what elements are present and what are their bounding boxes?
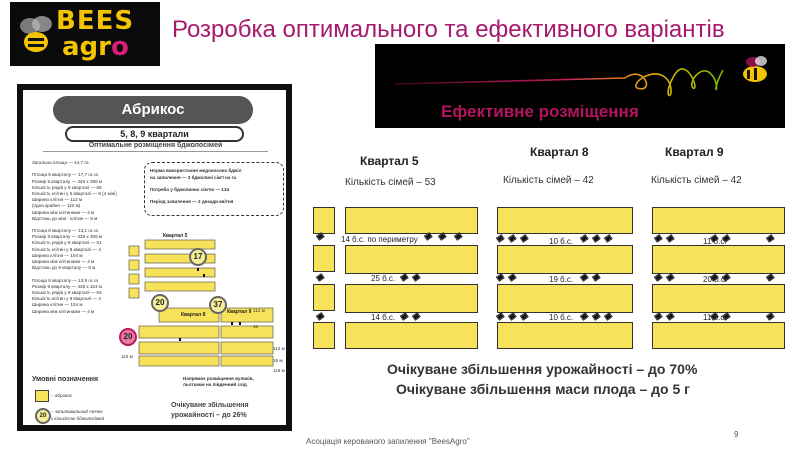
doc-info-line: Відстань до 9 кварталу — 8 м <box>32 265 96 271</box>
banner-title: Ефективне розміщення <box>441 102 639 121</box>
doc-info-line: Площа 9 кварталу — 13,9 га га <box>32 277 98 283</box>
hive-icon <box>438 233 446 241</box>
quarter-8-title: Квартал 8 <box>530 145 589 159</box>
mini-cell <box>313 207 335 234</box>
legend-circle-icon: 20 <box>35 408 51 424</box>
hive-icon <box>424 233 432 241</box>
hive-icon <box>520 235 528 243</box>
direction-note-2: льотками на південний схід <box>183 382 247 387</box>
hive-icon <box>604 313 612 321</box>
dimension-label: 16 <box>253 324 259 329</box>
hive-icon <box>580 313 588 321</box>
plan-label-q8: Квартал 8 <box>181 312 206 318</box>
pollination-point-circle: 17 <box>189 248 207 266</box>
hive-icon <box>400 274 408 282</box>
q9-label-row1: 11 б.с. <box>703 237 727 246</box>
legend-circle-label-2: з кількістю бджолосімей <box>51 416 105 421</box>
footer: Асоціація керованого запилення "BeesAgro" <box>306 437 470 446</box>
doc-info-line: Загальна площа — 44,7 га <box>32 160 89 165</box>
cell <box>497 207 633 234</box>
doc-info-line: Ширина клітин — 112 м <box>32 197 83 203</box>
doc-info-line: Кількість рядів у 8 кварталі — 51 <box>32 240 102 246</box>
bee-icon <box>16 12 56 58</box>
cell <box>652 207 785 234</box>
q8-label-row1: 10 б.с. <box>549 237 574 246</box>
q5-label-row2: 25 б.с. <box>371 274 396 283</box>
hive-icon <box>666 274 674 282</box>
hive-icon <box>412 274 420 282</box>
expectation-yield: Очікуване збільшення урожайності – до 70% <box>387 361 698 377</box>
dimension-label: 116 м <box>273 368 285 373</box>
hive-icon <box>766 274 774 282</box>
cell <box>345 207 478 234</box>
doc-info-lines <box>32 160 117 315</box>
page-number: 9 <box>734 430 739 439</box>
doc-info-line: Розмір 8 кварталу — 428 х 306 м <box>32 234 103 240</box>
q8-label-row3: 10 б.с. <box>549 313 574 322</box>
hive-icon <box>412 313 420 321</box>
hive-mark <box>203 274 205 277</box>
cell <box>221 326 273 338</box>
hive-icon <box>580 235 588 243</box>
quarter-9-families: Кількість сімей – 42 <box>651 175 742 186</box>
hive-mark <box>239 322 241 325</box>
cell <box>145 240 215 249</box>
dimension-label: 110 м <box>121 354 133 359</box>
hive-icon <box>508 274 516 282</box>
hive-icon <box>316 274 324 282</box>
hive-icon <box>766 235 774 243</box>
hive-icon <box>316 313 324 321</box>
doc-info-line: Відстань до міні - клітин — 8 м <box>32 215 98 221</box>
quarter-9-title: Квартал 9 <box>665 145 724 159</box>
cell <box>139 356 219 366</box>
hive-icon <box>666 313 674 321</box>
doc-info-line: Площа 5 кварталу — 17,7 га га <box>32 172 98 178</box>
mini-cell <box>129 260 139 270</box>
dimension-label: 112 м <box>253 308 265 313</box>
hive-icon <box>604 235 612 243</box>
hive-icon <box>592 313 600 321</box>
cell <box>221 356 273 366</box>
quarter-8-families: Кількість сімей – 42 <box>503 175 594 186</box>
hive-icon <box>400 313 408 321</box>
doc-info-line: Кількість клітин у 9 кварталі — 4 <box>32 296 101 302</box>
hive-icon <box>508 313 516 321</box>
mini-cell <box>129 274 139 284</box>
hive-icon <box>496 235 504 243</box>
legend-circle-label: – запилювальний точок <box>51 409 103 414</box>
direction-note: Напрямок розміщення вуликів, <box>183 376 254 381</box>
q5-label-row1: 14 б.с. по периметру <box>341 235 418 244</box>
doc-info-line: Ширина між клітинами — 4 м <box>32 308 95 314</box>
hive-mark <box>231 322 233 325</box>
doc-info-line: Ширина клітин — 104 м <box>32 252 83 258</box>
plan-label-q5: Квартал 5 <box>163 233 188 239</box>
doc-subtitle: Оптимальне розміщення бджолосімей <box>88 142 223 149</box>
hive-icon <box>654 274 662 282</box>
q5-label-row3: 14 б.с. <box>371 313 396 322</box>
doc-info-line: Ширина клітин — 104 м <box>32 302 83 308</box>
hive-icon <box>666 235 674 243</box>
doc-expectation-2: урожайності – до 26% <box>171 412 247 419</box>
dimension-label: 112 м <box>273 346 285 351</box>
norm-box: Норма використання медоносних бджіл на запилення — 3 бджолині сім'ї на га Потреба у бджолиних сім'ях — 134 Період запилення — 2 декади квітня <box>144 162 284 216</box>
doc-expectation: Очікуване збільшення <box>171 402 249 409</box>
beesagro-logo <box>10 2 160 66</box>
apricot-plan-document <box>17 84 292 431</box>
banner <box>375 44 785 128</box>
doc-info-line: Кількість рядів у 9 кварталі — 54 <box>32 289 102 295</box>
dimension-label: 16 м <box>273 358 283 363</box>
hive-icon <box>496 313 504 321</box>
mini-cell <box>129 288 139 298</box>
doc-info-line: Ширина між клітинами — 4 м <box>32 209 95 215</box>
cell <box>139 326 219 338</box>
plan-label-q9: Квартал 9 <box>227 309 252 315</box>
hive-icon <box>654 235 662 243</box>
pollination-point-circle: 37 <box>209 296 227 314</box>
hive-icon <box>508 235 516 243</box>
slide-title: Розробка оптимального та ефективного варіантів <box>172 16 725 43</box>
expectation-fruit-mass: Очікуване збільшення маси плода – до 5 г <box>396 381 690 397</box>
quarter-5-title: Квартал 5 <box>360 154 419 168</box>
cell <box>139 342 219 354</box>
divider <box>43 151 268 152</box>
doc-info-line: Ширина між клітинами — 4 м <box>32 259 95 264</box>
hive-icon <box>496 274 504 282</box>
q9-label-row3: 11 б.с. <box>703 313 727 322</box>
hive-icon <box>654 313 662 321</box>
legend-title: Умовні позначення <box>32 376 99 383</box>
doc-info-line: Кількість рядів у 5 кварталі — 66 <box>32 184 102 190</box>
bee-icon <box>743 56 767 82</box>
legend-apricot-swatch <box>35 390 49 402</box>
pollination-point-circle: 20 <box>119 328 137 346</box>
hive-icon <box>454 233 462 241</box>
cell <box>145 282 215 291</box>
doc-info-line: Кількість клітин у 5 кварталі — 8 (4 міні) <box>32 190 117 196</box>
hive-icon <box>592 235 600 243</box>
doc-info-line: Розмір 9 кварталу — 428 х 324 м <box>32 283 103 289</box>
doc-info-line: Кількість клітин у 8 кварталі — 4 <box>32 246 101 252</box>
pollination-point-circle: 20 <box>151 294 169 312</box>
hive-icon <box>592 274 600 282</box>
mini-cell <box>129 246 139 256</box>
hive-icon <box>316 233 324 241</box>
cell <box>221 342 273 354</box>
hive-mark <box>179 338 181 341</box>
doc-crop-title: Абрикос <box>53 96 253 124</box>
q8-label-row2: 19 б.с. <box>549 275 574 284</box>
legend-apricot-label: – абрикос <box>51 393 73 398</box>
logo-agro-text: agro <box>62 32 129 62</box>
q9-label-row2: 20 б.с. <box>703 275 728 284</box>
logo-bees-text: BEES <box>56 6 135 36</box>
quarter-5-families: Кількість сімей – 53 <box>345 177 436 188</box>
hive-mark <box>197 268 199 271</box>
hive-icon <box>580 274 588 282</box>
doc-quarters: 5, 8, 9 квартали <box>65 126 244 142</box>
doc-info-line: Розмір 5 кварталу — 448 х 396 м <box>32 178 103 184</box>
hive-icon <box>766 313 774 321</box>
hive-icon <box>520 313 528 321</box>
document-page <box>23 90 286 425</box>
doc-info-line: Площа 8 кварталу — 13,1 га га <box>32 228 98 234</box>
doc-info-line: (одна крайня — 110 м) <box>32 203 81 209</box>
